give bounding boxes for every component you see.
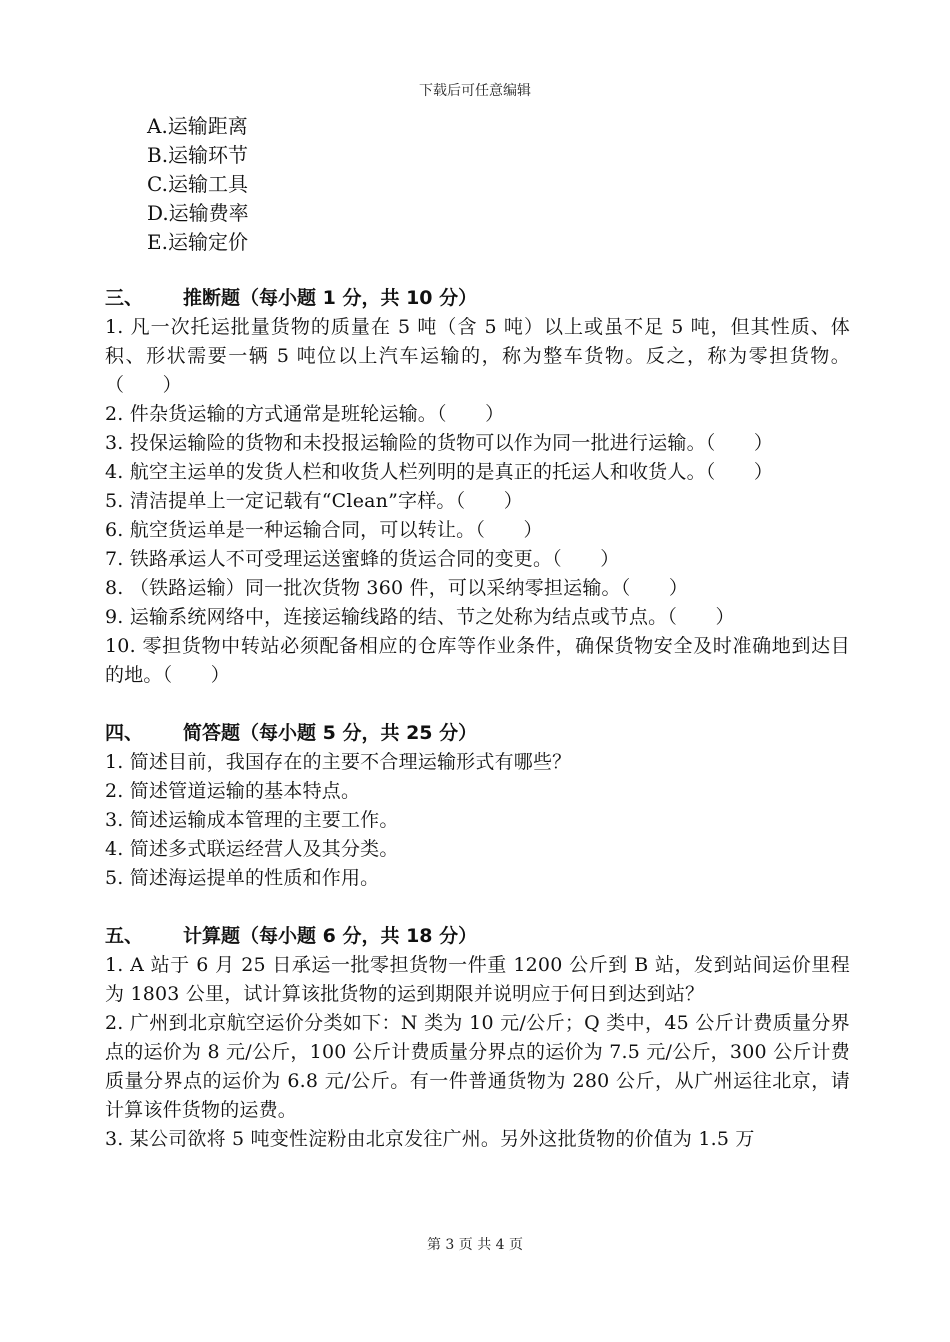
spacer [105,690,850,719]
question-item: 3. 某公司欲将 5 吨变性淀粉由北京发往广州。另外这批货物的价值为 1.5 万 [105,1128,755,1150]
section-title-calculation [105,922,850,951]
section-title-judgement [105,284,850,313]
question-item: 9. 运输系统网络中，连接运输线路的结、节之处称为结点或节点。（ ） [105,606,735,628]
section-number: 四、 [105,722,144,744]
question-item: 2. 简述管道运输的基本特点。 [105,780,361,802]
question-item: 3. 简述运输成本管理的主要工作。 [105,809,399,831]
question-item: 1. 简述目前，我国存在的主要不合理运输形式有哪些？ [105,751,572,773]
question-item: 10. 零担货物中转站必须配备相应的仓库等作业条件，确保货物安全及时准确地到达目的地。（ ） [105,635,850,686]
answer-options [147,112,249,257]
question-item: 4. 航空主运单的发货人栏和收货人栏列明的是真正的托运人和收货人。（ ） [105,461,774,483]
page-header: 下载后可任意编辑 [419,83,531,99]
option-a: A.运输距离 [147,114,248,138]
document-body [105,284,850,1154]
section-number: 五、 [105,925,144,947]
question-item: 8. （铁路运输）同一批次货物 360 件，可以采纳零担运输。（ ） [105,577,689,599]
option-d: D.运输费率 [147,201,249,225]
section-heading: 简答题（每小题 5 分，共 25 分） [183,722,478,744]
question-item: 7. 铁路承运人不可受理运送蜜蜂的货运合同的变更。（ ） [105,548,620,570]
question-item: 6. 航空货运单是一种运输合同，可以转让。（ ） [105,519,543,541]
section-heading: 计算题（每小题 6 分，共 18 分） [183,925,478,947]
section-number: 三、 [105,287,144,309]
question-item: 2. 广州到北京航空运价分类如下：N 类为 10 元/公斤；Q 类中，45 公斤计费质量分界点的运价为 8 元/公斤，100 公斤计费质量分界点的运价为 7.5 元/公斤，300 公斤计费质量分界点的运价为 6.8 元/公斤。有一件普通货物为 280 公斤，从广州运往北京，请计算该件货物的运费。 [105,1012,850,1121]
question-item: 1. A 站于 6 月 25 日承运一批零担货物一件重 1200 公斤到 B 站，发到站间运价里程为 1803 公里，试计算该批货物的运到期限并说明应于何日到达到站？ [105,954,850,1005]
question-item: 2. 件杂货运输的方式通常是班轮运输。（ ） [105,403,505,425]
question-item: 3. 投保运输险的货物和未投报运输险的货物可以作为同一批进行运输。（ ） [105,432,774,454]
question-item: 5. 简述海运提单的性质和作用。 [105,867,380,889]
question-item: 1. 凡一次托运批量货物的质量在 5 吨（含 5 吨）以上或虽不足 5 吨，但其性质、体积、形状需要一辆 5 吨位以上汽车运输的，称为整车货物。反之，称为零担货物。（ ） [105,316,850,396]
option-e: E.运输定价 [147,230,248,254]
section-heading: 推断题（每小题 1 分，共 10 分） [183,287,478,309]
option-b: B.运输环节 [147,143,249,167]
question-item: 5. 清洁提单上一定记载有“Clean”字样。（ ） [105,490,523,512]
option-c: C.运输工具 [147,172,248,196]
question-item: 4. 简述多式联运经营人及其分类。 [105,838,399,860]
section-title-short-answer [105,719,850,748]
page-footer: 第 3 页 共 4 页 [426,1237,524,1253]
spacer [105,893,850,922]
